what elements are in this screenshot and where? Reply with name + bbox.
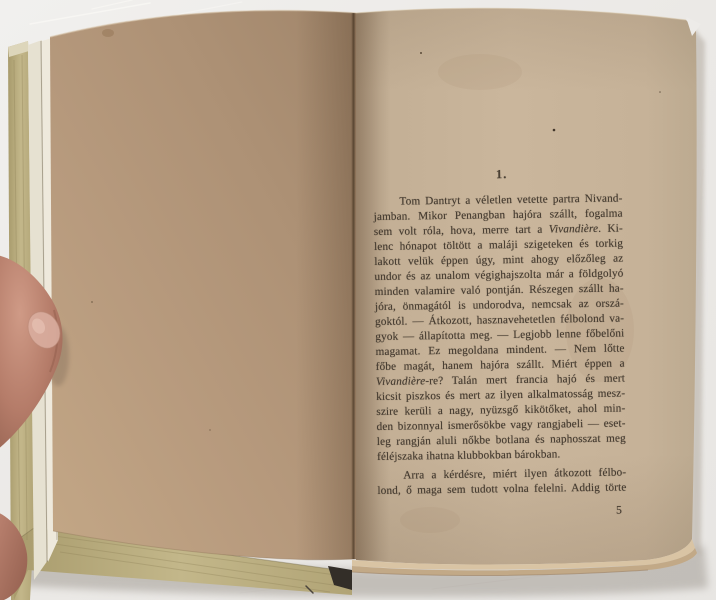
text-line: főbe magát, hanem hajóra szállt. Miért éppen a — [375, 357, 625, 373]
page-stain — [102, 29, 114, 37]
text-line: sem volt róla, hova, merre tart a Vivandière. Ki- — [373, 222, 623, 238]
text-line: lond, ő maga sem tudott volna felelni. Addig törte — [377, 481, 627, 497]
text-line: szire kerüli a nagy, nyüzsgő kikötőket, ahol min- — [376, 402, 626, 418]
book-page-text — [373, 166, 627, 520]
page-number: 5 — [615, 504, 622, 517]
page-paragraphs — [373, 192, 626, 499]
text-line: féléjszaka ihatna klubbokban bárokban. — [376, 448, 561, 463]
text-line: undor és az unalom végighajszolta már a földgolyó — [374, 267, 624, 283]
text-line: goktól. — Átkozott, hasznavehetetlen félbolond va- — [375, 312, 625, 328]
text-line: den bizonnyal ismerősökbe vagy rangjabeli — eset- — [376, 417, 626, 433]
text-line: lenc hónapot töltött a maláji szigeteken és torkig — [374, 237, 624, 253]
text-line: Tom Dantryt a véletlen vetette partra Nivand- — [399, 192, 623, 208]
text-line: lakott velük éppen úgy, mint ahogy előzőleg az — [374, 252, 624, 268]
text-line: kicsit piszkos és mert az ilyen alkalmatosság mesz- — [376, 387, 626, 403]
text-line: Vivandière-re? Talán mert francia hajó és mert — [375, 372, 626, 388]
text-line: Arra a kérdésre, miért ilyen átkozott félbo- — [403, 466, 627, 482]
paragraph — [377, 465, 626, 498]
ink-speck — [553, 129, 556, 132]
text-line: magamat. Ez megoldana mindent. — Nem lőtte — [375, 342, 625, 358]
text-line: leg rangján aluli nőkbe botlana és naphosszat meg — [376, 432, 626, 448]
text-line: jamban. Mikor Penangban hajóra szállt, fogalma — [373, 207, 623, 223]
gutter-fold — [353, 13, 354, 559]
paragraph — [373, 192, 626, 465]
text-line: jóra, önmagától is undorodva, nemcsak az orszá- — [374, 297, 624, 313]
text-line: gyok — állapította meg. — Legjobb lenne főbelőni — [375, 327, 625, 343]
left-page-blank — [50, 10, 356, 561]
text-line: minden valamire való pontján. Részegen szállt ha- — [374, 282, 624, 298]
chapter-heading: 1. — [495, 167, 508, 182]
